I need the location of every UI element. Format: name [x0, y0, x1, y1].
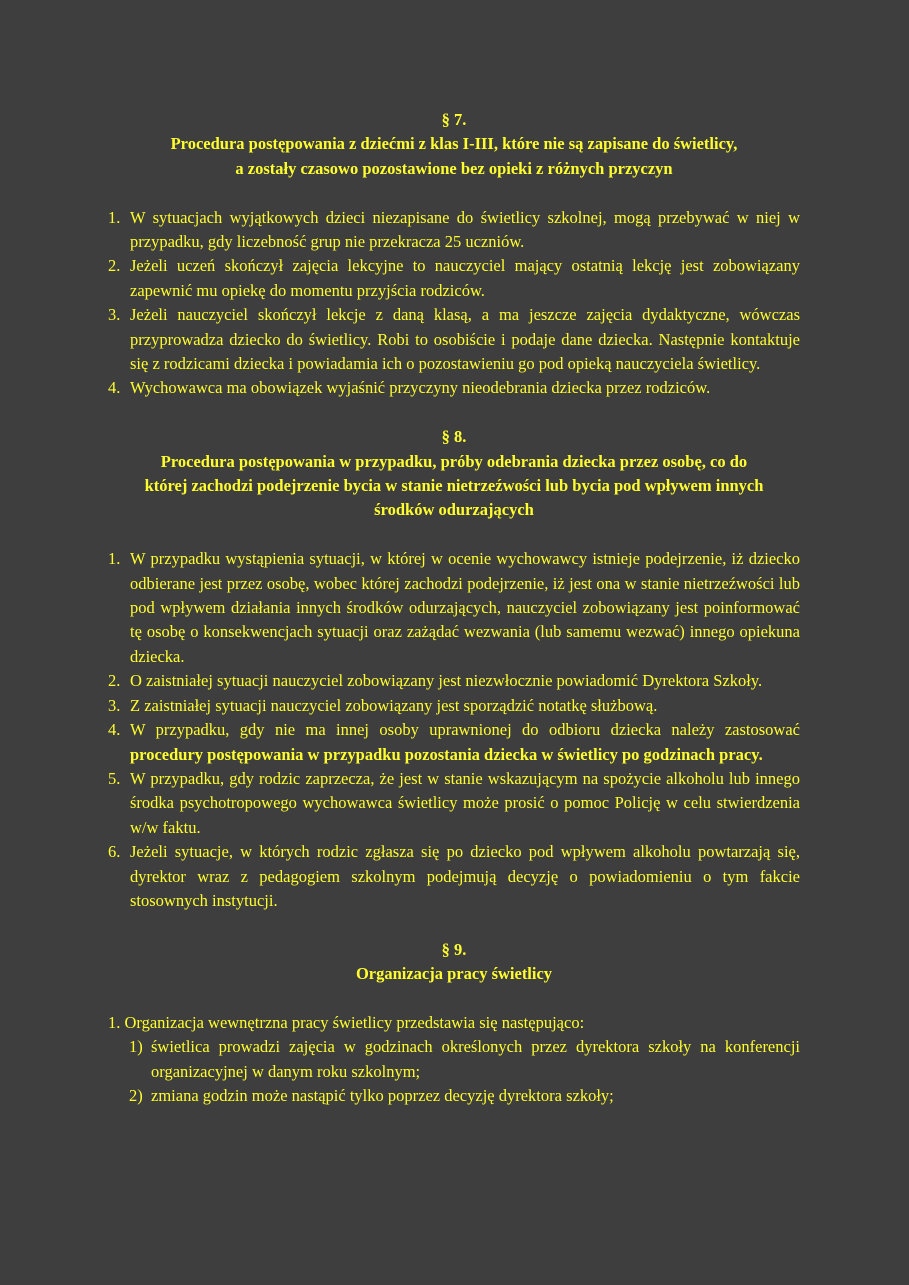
section-7: [108, 108, 800, 401]
item-number: 2.: [108, 256, 121, 276]
item-number: 6.: [108, 842, 121, 862]
sub-item-number: 1): [129, 1037, 143, 1057]
list-item: [108, 669, 800, 693]
item-text: Jeżeli uczeń skończył zajęcia lekcyjne to nauczyciel mający ostatnią lekcję jest zobowiązany zapewnić mu opiekę do momentu przyjścia rodziców.: [130, 256, 800, 300]
list-item: [108, 303, 800, 376]
item-text: W przypadku, gdy nie ma innej osoby uprawnionej do odbioru dziecka należy zastosować: [130, 720, 800, 740]
section-title-line: Procedura postępowania z dziećmi z klas I-III, które nie są zapisane do świetlicy,: [170, 134, 738, 154]
item-number: 3.: [108, 305, 121, 325]
section-9: [108, 938, 800, 1109]
item-number: 5.: [108, 768, 121, 788]
list-item: [108, 547, 800, 669]
sub-list-item: [129, 1035, 800, 1084]
item-text: Z zaistniałej sytuacji nauczyciel zobowiązany jest sporządzić notatkę służbową.: [130, 695, 658, 715]
section-7-list: [108, 206, 800, 401]
section-number: § 9.: [441, 939, 467, 959]
section-title-line: Organizacja pracy świetlicy: [355, 964, 553, 984]
item-text: Jeżeli nauczyciel skończył lekcje z daną klasą, a ma jeszcze zajęcia dydaktyczne, wówczas przyprowadza dziecko do świetlicy. Robi to osobiście i podaje dane dziecka. Następnie kontaktuje się z rodzicami dziecka i powiadamia ich o pozostawieniu go pod opieką nauczyciela świetlicy.: [130, 305, 800, 374]
section-8-list: [108, 547, 800, 913]
item-text: O zaistniałej sytuacji nauczyciel zobowiązany jest niezwłocznie powiadomić Dyrektora Szkoły.: [130, 671, 763, 691]
item-text: W sytuacjach wyjątkowych dzieci niezapisane do świetlicy szkolnej, mogą przebywać w niej w przypadku, gdy liczebność grup nie przekracza 25 uczniów.: [130, 207, 800, 252]
section-title-line: środków odurzających: [374, 500, 534, 520]
list-item: [108, 840, 800, 913]
item-number: 4.: [108, 720, 121, 740]
item-number: 3.: [108, 695, 121, 715]
item-text: W przypadku wystąpienia sytuacji, w której w ocenie wychowawcy istnieje podejrzenie, iż dziecko odbierane jest przez osobę, wobec której zachodzi podejrzenie, iż jest ona w stanie nietrzeźwości lub pod wpływem działania innych środków odurzających, nauczyciel zobowiązany jest poinformować tę osobę o konsekwencjach sytuacji oraz zażądać wezwania (lub samemu wezwać) innego opiekuna dziecka.: [130, 549, 800, 666]
item-text: W przypadku, gdy rodzic zaprzecza, że jest w stanie wskazującym na spożycie alkoholu lub innego środka psychotropowego wychowawca świetlicy może prosić o pomoc Policję w celu stwierdzenia w/w faktu.: [130, 768, 800, 837]
list-item: [108, 376, 800, 400]
sub-item-text: świetlica prowadzi zajęcia w godzinach określonych przez dyrektora szkoły na konferencji organizacyjnej w danym roku szkolnym;: [151, 1037, 800, 1081]
list-item: [108, 694, 800, 718]
item-number: 4.: [108, 378, 121, 398]
sub-list-item: [129, 1084, 800, 1108]
item-bold-reference: procedury postępowania w przypadku pozostania dziecka w świetlicy po godzinach pracy.: [130, 744, 763, 764]
document-page: [108, 108, 800, 1109]
section-title-line: Procedura postępowania w przypadku, próby odebrania dziecka przez osobę, co do: [160, 451, 748, 471]
item-number: 2.: [108, 671, 121, 691]
list-item: [108, 767, 800, 840]
item-number: 1.: [108, 549, 121, 569]
sub-list: [108, 1035, 800, 1108]
item-text: Organizacja wewnętrzna pracy świetlicy przedstawia się następująco:: [124, 1012, 585, 1032]
section-title-line: a zostały czasowo pozostawione bez opieki z różnych przyczyn: [235, 158, 673, 178]
section-title-line: której zachodzi podejrzenie bycia w stanie nietrzeźwości lub bycia pod wpływem innych: [144, 476, 764, 496]
sub-item-text: zmiana godzin może nastąpić tylko poprzez decyzję dyrektora szkoły;: [151, 1086, 614, 1106]
section-number: § 7.: [441, 110, 467, 129]
item-text: Jeżeli sytuacje, w których rodzic zgłasza się po dziecko pod wpływem alkoholu powtarzają się, dyrektor wraz z pedagogiem szkolnym podejmują decyzję o powiadomieniu o tym fakcie stosownych instytucji.: [130, 842, 800, 910]
list-item: [108, 1011, 800, 1035]
item-text: Wychowawca ma obowiązek wyjaśnić przyczyny nieodebrania dziecka przez rodziców.: [130, 378, 711, 398]
list-item: [108, 718, 800, 767]
list-item: [108, 254, 800, 303]
section-number: § 8.: [441, 427, 467, 447]
item-number: 1.: [108, 207, 121, 227]
list-item: [108, 206, 800, 255]
section-8: [108, 425, 800, 913]
sub-item-number: 2): [129, 1086, 143, 1106]
item-number: 1.: [108, 1012, 121, 1032]
